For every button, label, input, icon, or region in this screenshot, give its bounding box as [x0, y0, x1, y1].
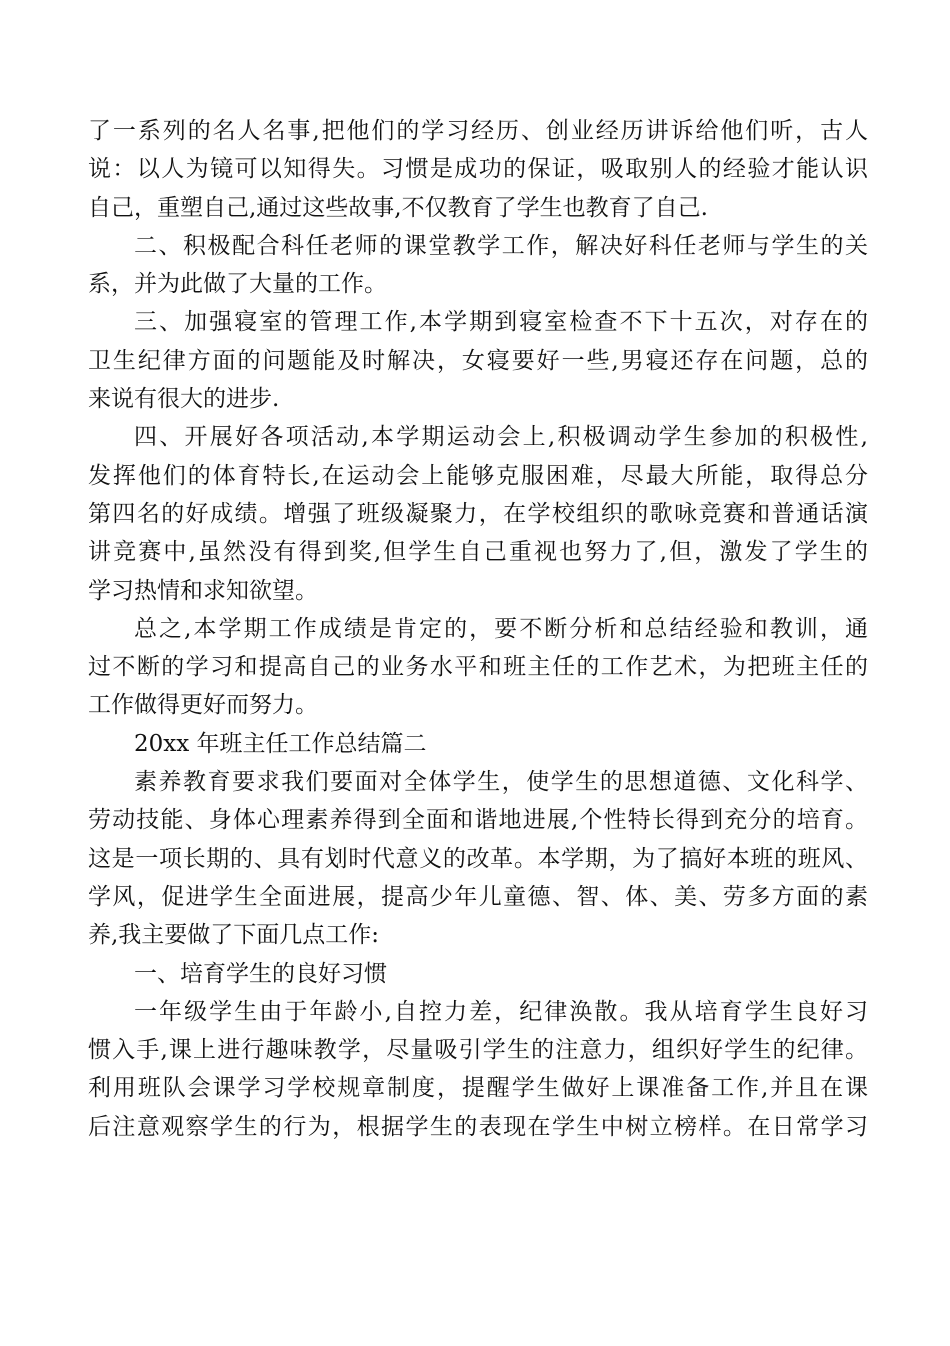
text-line: 来说有很大的进步. [88, 386, 280, 413]
paragraph-first-line: 二、积极配合科任老师的课堂教学工作，解决好科任老师与学生的关 [134, 232, 868, 259]
text-line: 了一系列的名人名事,把他们的学习经历、创业经历讲诉给他们听，古人 [88, 118, 868, 144]
paragraph-first-line: 素养教育要求我们要面对全体学生，使学生的思想道德、文化科学、 [134, 769, 868, 796]
text-line: 卫生纪律方面的问题能及时解决，女寝要好一些,男寝还存在问题，总的 [88, 347, 868, 374]
text-line: 自己，重塑自己,通过这些故事,不仅教育了学生也教育了自己. [88, 194, 708, 221]
text-line: 第四名的好成绩。增强了班级凝聚力，在学校组织的歌咏竞赛和普通话演 [88, 500, 868, 527]
text-line: 利用班队会课学习学校规章制度，提醒学生做好上课准备工作,并且在课 [88, 1075, 868, 1102]
text-line: 后注意观察学生的行为，根据学生的表现在学生中树立榜样。在日常学习 [88, 1113, 868, 1140]
text-line: 惯入手,课上进行趣味教学，尽量吸引学生的注意力，组织好学生的纪律。 [88, 1037, 868, 1064]
text-line: 养,我主要做了下面几点工作: [88, 922, 380, 949]
text-line: 发挥他们的体育特长,在运动会上能够克服困难，尽最大所能，取得总分 [88, 462, 868, 489]
text-line: 说：以人为镜可以知得失。习惯是成功的保证，吸取别人的经验才能认识 [88, 156, 868, 183]
text-line: 工作做得更好而努力。 [88, 692, 318, 719]
paragraph-first-line: 20xx 年班主任工作总结篇二 [134, 730, 427, 757]
paragraph-first-line: 四、开展好各项活动,本学期运动会上,积极调动学生参加的积极性, [134, 424, 868, 451]
text-line: 学习热情和求知欲望。 [88, 577, 318, 604]
paragraph-first-line: 三、加强寝室的管理工作,本学期到寝室检查不下十五次，对存在的 [134, 309, 868, 336]
paragraph-first-line: 总之,本学期工作成绩是肯定的，要不断分析和总结经验和教训，通 [134, 615, 868, 642]
text-line: 系，并为此做了大量的工作。 [88, 271, 387, 298]
text-line: 讲竞赛中,虽然没有得到奖,但学生自己重视也努力了,但，激发了学生的 [88, 539, 868, 566]
body-text [88, 112, 868, 1146]
text-line: 学风，促进学生全面进展，提高少年儿童德、智、体、美、劳多方面的素 [88, 883, 868, 910]
text-line: 劳动技能、身体心理素养得到全面和谐地进展,个性特长得到充分的培育。 [88, 807, 868, 834]
text-line: 这是一项长期的、具有划时代意义的改革。本学期，为了搞好本班的班风、 [88, 845, 868, 872]
paragraph-first-line: 一年级学生由于年龄小,自控力差，纪律涣散。我从培育学生良好习 [134, 998, 868, 1025]
text-line: 过不断的学习和提高自己的业务水平和班主任的工作艺术，为把班主任的 [88, 654, 868, 681]
paragraph-first-line: 一、培育学生的良好习惯 [134, 960, 387, 987]
